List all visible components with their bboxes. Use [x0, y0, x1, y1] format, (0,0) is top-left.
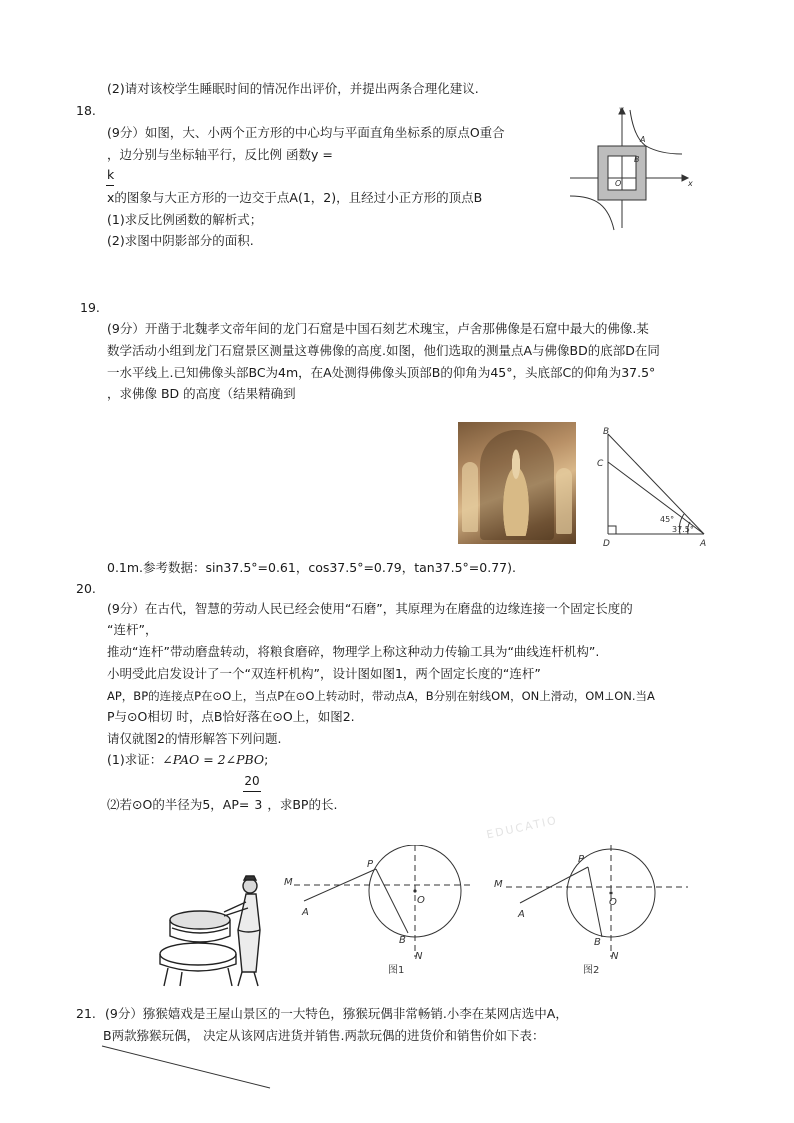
q19-angle-45: 45°: [660, 515, 675, 524]
fig1-caption: 图1: [388, 965, 405, 976]
q20-line5: AP，BP的连接点P在⊙O上，当点P在⊙O上转动时，带动点A，B分别在射线OM，ON上滑动，OM⊥ON.当A: [107, 689, 655, 703]
q20-part1-prefix: (1)求证：: [107, 752, 163, 767]
fig2-label-N: N: [611, 951, 619, 962]
q18-line2: ，边分别与坐标轴平行，反比例 函数y =: [107, 147, 333, 162]
q19-label-A: A: [700, 539, 707, 549]
q20-line4: 小明受此启发设计了一个“双连杆机构”，设计图如图1，两个固定长度的“连杆”: [107, 666, 541, 681]
q19-label-D: D: [603, 539, 610, 549]
fig2-label-A: A: [518, 909, 525, 920]
q20-fraction-numerator: 20: [244, 774, 260, 788]
q21-number: 21.: [76, 1006, 96, 1021]
q20-fraction-denominator: 3: [254, 797, 263, 812]
fig2-label-P: P: [578, 854, 585, 865]
q18-label-A: A: [640, 135, 646, 144]
q18-part2: (2)求图中阴影部分的面积.: [107, 233, 254, 248]
q20-figure-1: [278, 845, 478, 985]
q19-line3: 一水平线上.已知佛像头部BC为4m，在A处测得佛像头顶部B的仰角为45°，头底部C的仰角为37.5°: [107, 365, 656, 380]
fig1-label-B: B: [399, 935, 406, 946]
fig2-caption: 图2: [583, 965, 600, 976]
fig1-label-N: N: [415, 951, 423, 962]
q20-part1-suffix: ;: [264, 752, 269, 767]
q19-number: 19.: [80, 300, 100, 315]
q20-part2: [107, 797, 337, 813]
fig1-label-O: O: [417, 895, 425, 906]
q20-line2: “连杆”，: [107, 622, 158, 637]
q19-line4: ，求佛像 BD 的高度（结果精确到: [107, 386, 296, 401]
q18-fraction-numerator: k: [107, 167, 115, 182]
q21-line1: (9分）猕猴嬉戏是王屋山景区的一大特色，猕猴玩偶非常畅销.小李在某网店选中A，: [105, 1006, 568, 1021]
q19-line1: (9分）开凿于北魏孝文帝年间的龙门石窟是中国石刻艺术瑰宝，卢舍那佛像是石窟中最大的佛像.某: [107, 321, 649, 336]
fig1-label-A: A: [302, 907, 309, 918]
millstone-illustration: [158, 872, 280, 990]
q20-part1: [107, 752, 268, 768]
q18-hyperbola-left: [570, 196, 614, 230]
q20-fraction-bar: [243, 791, 261, 792]
buddha-statue-photo: [458, 422, 576, 544]
q20-part2-prefix: ⑵若⊙O的半径为5，AP=: [107, 797, 250, 812]
q21-line2: B两款猕猴玩偶， 决定从该网店进货并销售.两款玩偶的进货价和销售价如下表：: [103, 1028, 545, 1043]
q19-label-C: C: [597, 459, 604, 469]
q20-line6: P与⊙O相切 时，点B恰好落在⊙O上，如图2.: [107, 709, 355, 724]
q18-label-y: y: [619, 105, 624, 114]
q18-label-x: x: [688, 179, 693, 188]
table-corner-diagonal: [100, 1044, 280, 1094]
q18-line3: x的图象与大正方形的一边交于点A(1，2)，且经过小正方形的顶点B: [107, 190, 483, 205]
q19-angle-37-5: 37.5°: [672, 525, 694, 534]
q18-label-B: B: [634, 155, 640, 164]
q19-line2: 数学活动小组到龙门石窟景区测量这尊佛像的高度.如图，他们选取的测量点A与佛像BD的底部D在同: [107, 343, 660, 358]
q19-triangle-figure: [596, 422, 716, 552]
fig2-label-O: O: [609, 897, 617, 908]
watermark-text: EDUCATIO: [485, 813, 559, 842]
q19-line5: 0.1m.参考数据：sin37.5°=0.61，cos37.5°=0.79，tan37.5°=0.77).: [107, 560, 516, 575]
fig2-label-M: M: [494, 879, 503, 890]
fig1-label-P: P: [367, 859, 374, 870]
q20-part2-suffix: ，求BP的长.: [267, 797, 338, 812]
q17-part2: (2)请对该校学生睡眠时间的情况作出评价，并提出两条合理化建议.: [107, 81, 479, 96]
q20-line1: (9分）在古代，智慧的劳动人民已经会使用“石磨”，其原理为在磨盘的边缘连接一个固定长度的: [107, 601, 633, 616]
q18-fraction-bar: [106, 185, 114, 186]
fig2-label-B: B: [594, 937, 601, 948]
q20-line7: 请仅就图2的情形解答下列问题.: [107, 731, 282, 746]
fig1-label-M: M: [284, 877, 293, 888]
q18-number: 18.: [76, 103, 96, 118]
q19-label-B: B: [603, 427, 610, 437]
q18-label-O: O: [615, 179, 622, 188]
q18-part1: (1)求反比例函数的解析式；: [107, 212, 263, 227]
q20-figure-2: [492, 845, 692, 985]
q20-number: 20.: [76, 581, 96, 596]
q20-part1-formula: ∠PAO = 2∠PBO: [162, 752, 265, 767]
q20-line3: 推动“连杆”带动磨盘转动，将粮食磨碎，物理学上称这种动力传输工具为“曲线连杆机构”.: [107, 644, 600, 659]
q18-line1: (9分）如图，大、小两个正方形的中心均与平面直角坐标系的原点O重合: [107, 125, 505, 140]
q18-figure: [560, 100, 700, 235]
